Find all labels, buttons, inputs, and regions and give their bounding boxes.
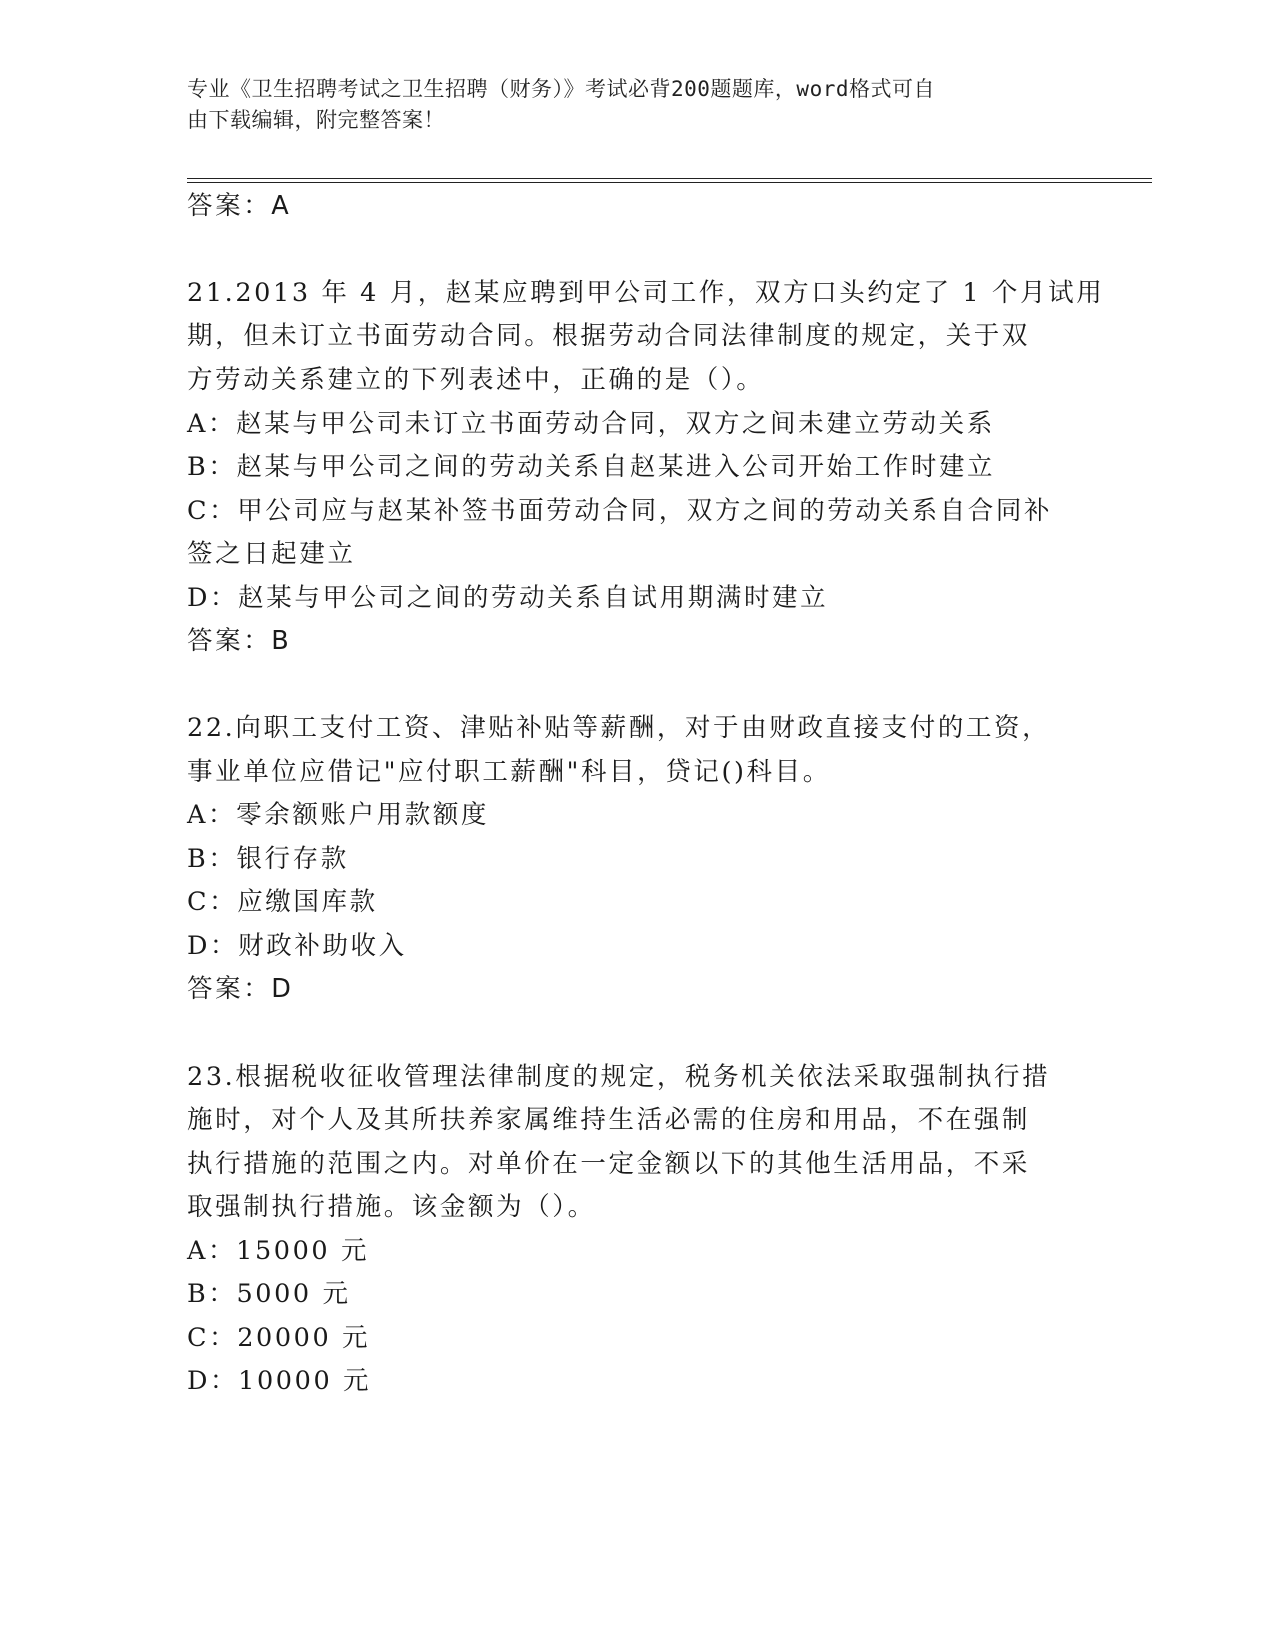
q21-stem-line-2: 期，但未订立书面劳动合同。根据劳动合同法律制度的规定，关于双 <box>187 321 1031 351</box>
header-line-1: 专业《卫生招聘考试之卫生招聘（财务）》考试必背200题题库，word格式可自 <box>187 77 935 101</box>
q21-answer: 答案：B <box>187 626 292 656</box>
document-header <box>187 74 1067 136</box>
q23-option-c: C：20000 元 <box>187 1323 371 1353</box>
header-line-2: 由下载编辑，附完整答案！ <box>187 108 445 132</box>
q21-stem-line-1: 21.2013 年 4 月，赵某应聘到甲公司工作，双方口头约定了 1 个月试用 <box>187 278 1105 308</box>
q23-stem-line-4: 取强制执行措施。该金额为（）。 <box>187 1192 596 1222</box>
q23-stem-line-1: 23.根据税收征收管理法律制度的规定，税务机关依法采取强制执行措 <box>187 1062 1051 1092</box>
q21-stem-line-3: 方劳动关系建立的下列表述中，正确的是（）。 <box>187 365 765 395</box>
q21-option-a: A：赵某与甲公司未订立书面劳动合同，双方之间未建立劳动关系 <box>187 409 995 439</box>
q22-answer: 答案：D <box>187 974 294 1004</box>
q22-option-a: A：零余额账户用款额度 <box>187 800 490 830</box>
q23-stem-line-3: 执行措施的范围之内。对单价在一定金额以下的其他生活用品，不采 <box>187 1149 1031 1179</box>
q22-stem-line-2: 事业单位应借记"应付职工薪酬"科目，贷记()科目。 <box>187 757 831 787</box>
q23-option-d: D：10000 元 <box>187 1366 372 1396</box>
q21-option-c-cont: 签之日起建立 <box>187 539 356 569</box>
q21-option-c: C：甲公司应与赵某补签书面劳动合同，双方之间的劳动关系自合同补 <box>187 496 1053 526</box>
header-divider-bottom <box>187 182 1152 183</box>
q23-stem-line-2: 施时，对个人及其所扶养家属维持生活必需的住房和用品，不在强制 <box>187 1105 1031 1135</box>
q22-option-b: B：银行存款 <box>187 844 349 874</box>
q22-stem-line-1: 22.向职工支付工资、津贴补贴等薪酬，对于由财政直接支付的工资， <box>187 713 1051 743</box>
q23-option-b: B：5000 元 <box>187 1279 351 1309</box>
header-divider-top <box>187 178 1152 179</box>
prev-answer: 答案：A <box>187 191 292 221</box>
q22-option-d: D：财政补助收入 <box>187 931 407 961</box>
q22-option-c: C：应缴国库款 <box>187 887 378 917</box>
q21-option-b: B：赵某与甲公司之间的劳动关系自赵某进入公司开始工作时建立 <box>187 452 996 482</box>
q23-option-a: A：15000 元 <box>187 1236 370 1266</box>
q21-option-d: D：赵某与甲公司之间的劳动关系自试用期满时建立 <box>187 583 829 613</box>
